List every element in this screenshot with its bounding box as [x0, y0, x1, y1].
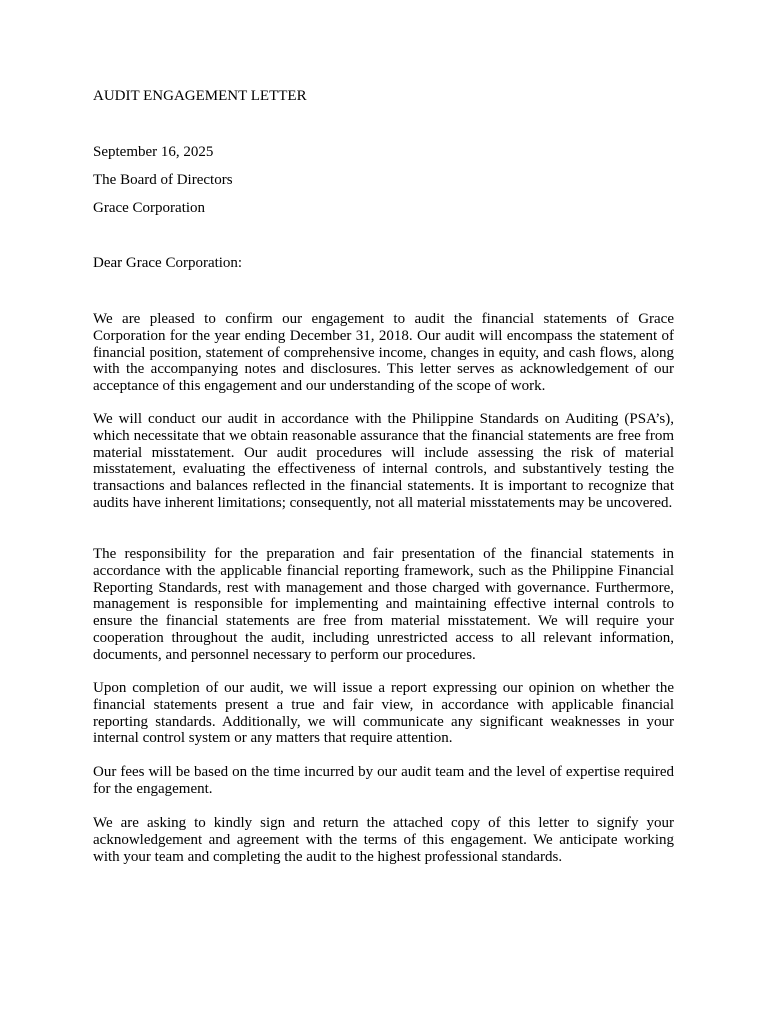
paragraph-responsibility: The responsibility for the preparation and fair presentation of the financial statements in accordance with the applicable financial reporting framework, such as the Philippine Financial Reporting Standards, rest with management and those charged with governance. Furthermore, management is responsible for implementing and maintaining effective internal controls to ensure the financial statements are free from material misstatement. We will require your cooperation throughout the audit, including unrestricted access to all relevant information, documents, and personnel necessary to perform our procedures.	[93, 546, 674, 663]
recipient-line-1: The Board of Directors	[93, 172, 233, 188]
paragraph-audit-standards: We will conduct our audit in accordance with the Philippine Standards on Auditing (PSA’s), which necessitate that we obtain reasonable assurance that the financial statements are free from material misstatement. Our audit procedures will include assessing the risk of material misstatement, evaluating the effectiveness of internal controls, and substantively testing the transactions and balances reflected in the financial statements. It is important to recognize that audits have inherent limitations; consequently, not all material misstatements may be uncovered.	[93, 411, 674, 511]
paragraph-closing: We are asking to kindly sign and return the attached copy of this letter to signify your acknowledgement and agreement with the terms of this engagement. We anticipate working with your team and completing the audit to the highest professional standards.	[93, 815, 674, 865]
letter-date: September 16, 2025	[93, 144, 214, 160]
letter-title: AUDIT ENGAGEMENT LETTER	[93, 88, 307, 104]
recipient-line-2: Grace Corporation	[93, 200, 206, 216]
paragraph-engagement: We are pleased to confirm our engagement to audit the financial statements of Grace Corporation for the year ending December 31, 2018. Our audit will encompass the statement of financial position, statement of comprehensive income, changes in equity, and cash flows, along with the accompanying notes and disclosures. This letter serves as acknowledgement of our acceptance of this engagement and our understanding of the scope of work.	[93, 311, 674, 395]
paragraph-report: Upon completion of our audit, we will issue a report expressing our opinion on whether the financial statements present a true and fair view, in accordance with applicable financial reporting standards. Additionally, we will communicate any significant weaknesses in your internal control system or any matters that require attention.	[93, 680, 674, 747]
salutation: Dear Grace Corporation:	[93, 255, 243, 271]
paragraph-fees: Our fees will be based on the time incurred by our audit team and the level of expertise required for the engagement.	[93, 764, 674, 797]
